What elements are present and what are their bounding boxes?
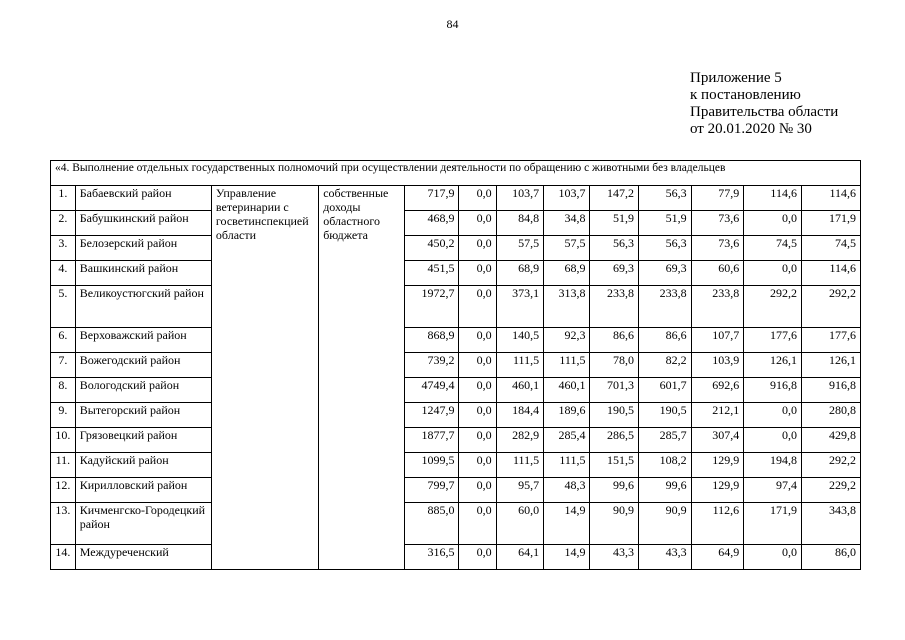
value-cell: 0,0 [459,236,496,261]
value-cell: 0,0 [744,211,802,236]
value-cell: 885,0 [404,503,459,545]
value-cell: 86,6 [590,328,638,353]
row-number: 13. [51,503,76,545]
value-cell: 126,1 [801,353,860,378]
value-cell: 97,4 [744,478,802,503]
value-cell: 0,0 [459,478,496,503]
value-cell: 74,5 [801,236,860,261]
row-number: 12. [51,478,76,503]
value-cell: 171,9 [744,503,802,545]
value-cell: 84,8 [496,211,543,236]
value-cell: 177,6 [744,328,802,353]
value-cell: 0,0 [459,428,496,453]
value-cell: 126,1 [744,353,802,378]
value-cell: 233,8 [638,286,691,328]
budget-table [50,160,861,570]
value-cell: 292,2 [744,286,802,328]
value-cell: 82,2 [638,353,691,378]
value-cell: 68,9 [544,261,590,286]
value-cell: 692,6 [691,378,744,403]
value-cell: 0,0 [744,261,802,286]
value-cell: 0,0 [459,211,496,236]
value-cell: 1877,7 [404,428,459,453]
value-cell: 99,6 [590,478,638,503]
value-cell: 1247,9 [404,403,459,428]
value-cell: 140,5 [496,328,543,353]
value-cell: 56,3 [638,236,691,261]
value-cell: 114,6 [744,186,802,211]
value-cell: 1972,7 [404,286,459,328]
value-cell: 189,6 [544,403,590,428]
row-number: 14. [51,545,76,570]
value-cell: 0,0 [459,261,496,286]
value-cell: 77,9 [691,186,744,211]
row-number: 5. [51,286,76,328]
value-cell: 233,8 [590,286,638,328]
table-row [51,453,861,478]
value-cell: 0,0 [744,428,802,453]
value-cell: 92,3 [544,328,590,353]
value-cell: 171,9 [801,211,860,236]
value-cell: 0,0 [459,186,496,211]
value-cell: 112,6 [691,503,744,545]
value-cell: 60,6 [691,261,744,286]
value-cell: 90,9 [590,503,638,545]
value-cell: 86,0 [801,545,860,570]
district-name: Вашкинский район [75,261,211,286]
table-row [51,186,861,211]
value-cell: 64,1 [496,545,543,570]
value-cell: 307,4 [691,428,744,453]
value-cell: 717,9 [404,186,459,211]
table-row [51,261,861,286]
district-name: Междуреченский [75,545,211,570]
value-cell: 99,6 [638,478,691,503]
value-cell: 468,9 [404,211,459,236]
value-cell: 4749,4 [404,378,459,403]
value-cell: 108,2 [638,453,691,478]
value-cell: 51,9 [638,211,691,236]
value-cell: 373,1 [496,286,543,328]
row-number: 7. [51,353,76,378]
district-name: Кичменгско-Городецкий район [75,503,211,545]
value-cell: 177,6 [801,328,860,353]
annex-line-2: к постановлению [690,87,801,103]
funding-source-cell: собственные доходы областного бюджета [319,186,405,570]
annex-line-3: Правительства области [690,104,839,120]
row-number: 2. [51,211,76,236]
value-cell: 151,5 [590,453,638,478]
district-name: Вытегорский район [75,403,211,428]
row-number: 10. [51,428,76,453]
value-cell: 0,0 [459,353,496,378]
value-cell: 86,6 [638,328,691,353]
value-cell: 114,6 [801,261,860,286]
table-row [51,428,861,453]
table-row [51,545,861,570]
table-heading-row [51,161,861,186]
table-heading: «4. Выполнение отдельных государственных полномочий при осуществлении деятельности по обращению с животными без владельцев [51,161,861,186]
row-number: 6. [51,328,76,353]
value-cell: 103,7 [496,186,543,211]
value-cell: 285,4 [544,428,590,453]
value-cell: 0,0 [459,378,496,403]
district-name: Великоустюгский район [75,286,211,328]
row-number: 9. [51,403,76,428]
value-cell: 34,8 [544,211,590,236]
row-number: 4. [51,261,76,286]
value-cell: 292,2 [801,453,860,478]
value-cell: 0,0 [459,545,496,570]
value-cell: 90,9 [638,503,691,545]
value-cell: 78,0 [590,353,638,378]
district-name: Грязовецкий район [75,428,211,453]
district-name: Вожегодский район [75,353,211,378]
value-cell: 799,7 [404,478,459,503]
value-cell: 73,6 [691,211,744,236]
value-cell: 212,1 [691,403,744,428]
district-name: Бабушкинский район [75,211,211,236]
value-cell: 0,0 [459,403,496,428]
value-cell: 429,8 [801,428,860,453]
value-cell: 916,8 [801,378,860,403]
table-row [51,403,861,428]
value-cell: 280,8 [801,403,860,428]
value-cell: 285,7 [638,428,691,453]
value-cell: 0,0 [744,403,802,428]
table-row [51,286,861,328]
annex-block [690,70,838,138]
value-cell: 111,5 [544,353,590,378]
value-cell: 0,0 [744,545,802,570]
value-cell: 129,9 [691,478,744,503]
value-cell: 14,9 [544,545,590,570]
district-name: Кадуйский район [75,453,211,478]
value-cell: 60,0 [496,503,543,545]
annex-line-1: Приложение 5 [690,70,782,86]
value-cell: 111,5 [496,453,543,478]
value-cell: 103,7 [544,186,590,211]
value-cell: 0,0 [459,328,496,353]
table-row [51,328,861,353]
value-cell: 129,9 [691,453,744,478]
value-cell: 316,5 [404,545,459,570]
table-row [51,353,861,378]
value-cell: 74,5 [744,236,802,261]
value-cell: 190,5 [590,403,638,428]
value-cell: 64,9 [691,545,744,570]
row-number: 11. [51,453,76,478]
value-cell: 292,2 [801,286,860,328]
page-number: 84 [446,17,459,31]
value-cell: 56,3 [638,186,691,211]
value-cell: 916,8 [744,378,802,403]
value-cell: 57,5 [544,236,590,261]
value-cell: 0,0 [459,286,496,328]
value-cell: 194,8 [744,453,802,478]
table-row [51,503,861,545]
value-cell: 147,2 [590,186,638,211]
value-cell: 69,3 [638,261,691,286]
row-number: 3. [51,236,76,261]
value-cell: 57,5 [496,236,543,261]
value-cell: 601,7 [638,378,691,403]
value-cell: 103,9 [691,353,744,378]
value-cell: 460,1 [544,378,590,403]
value-cell: 48,3 [544,478,590,503]
value-cell: 56,3 [590,236,638,261]
value-cell: 14,9 [544,503,590,545]
row-number: 8. [51,378,76,403]
value-cell: 868,9 [404,328,459,353]
value-cell: 451,5 [404,261,459,286]
value-cell: 114,6 [801,186,860,211]
value-cell: 95,7 [496,478,543,503]
value-cell: 43,3 [590,545,638,570]
value-cell: 107,7 [691,328,744,353]
row-number: 1. [51,186,76,211]
table-row [51,478,861,503]
value-cell: 111,5 [544,453,590,478]
district-name: Верховажский район [75,328,211,353]
value-cell: 286,5 [590,428,638,453]
table-row [51,211,861,236]
table-row [51,236,861,261]
value-cell: 0,0 [459,503,496,545]
annex-line-4: от 20.01.2020 № 30 [690,121,812,137]
value-cell: 0,0 [459,453,496,478]
value-cell: 184,4 [496,403,543,428]
value-cell: 282,9 [496,428,543,453]
value-cell: 313,8 [544,286,590,328]
value-cell: 701,3 [590,378,638,403]
district-name: Кирилловский район [75,478,211,503]
value-cell: 739,2 [404,353,459,378]
value-cell: 343,8 [801,503,860,545]
value-cell: 450,2 [404,236,459,261]
district-name: Белозерский район [75,236,211,261]
value-cell: 69,3 [590,261,638,286]
value-cell: 111,5 [496,353,543,378]
value-cell: 1099,5 [404,453,459,478]
value-cell: 229,2 [801,478,860,503]
value-cell: 73,6 [691,236,744,261]
value-cell: 460,1 [496,378,543,403]
value-cell: 43,3 [638,545,691,570]
executor-cell: Управление ветеринарии с госветинспекцией области [211,186,318,570]
value-cell: 68,9 [496,261,543,286]
table-row [51,378,861,403]
value-cell: 51,9 [590,211,638,236]
value-cell: 233,8 [691,286,744,328]
district-name: Бабаевский район [75,186,211,211]
value-cell: 190,5 [638,403,691,428]
district-name: Вологодский район [75,378,211,403]
